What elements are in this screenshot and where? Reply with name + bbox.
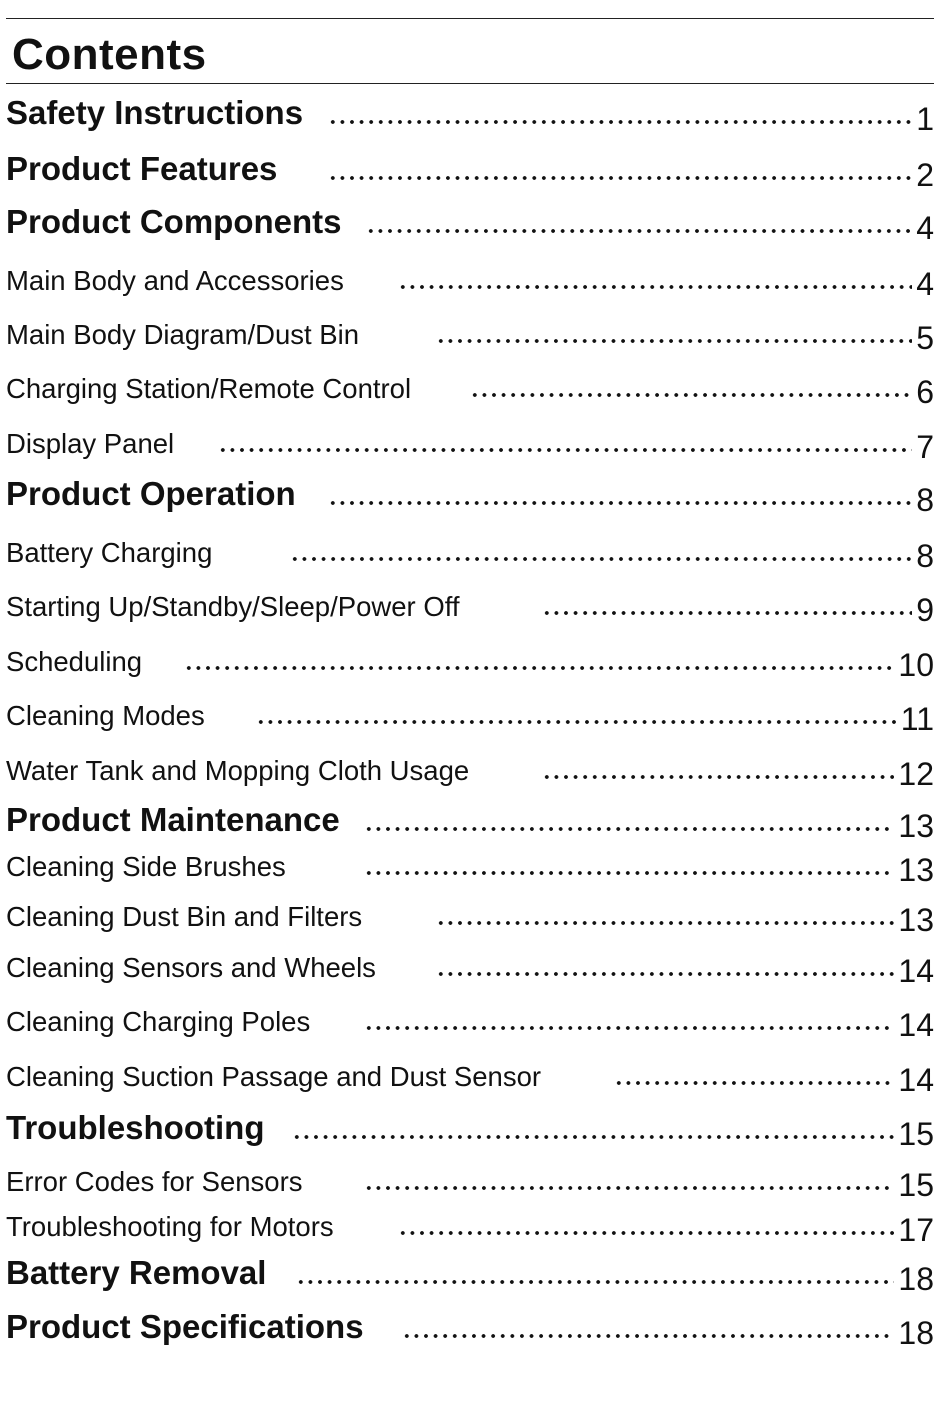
toc-entry-title: Cleaning Side Brushes xyxy=(6,850,286,882)
toc-entry-page: 17 xyxy=(898,1212,934,1248)
toc-entry[interactable] xyxy=(0,200,950,244)
toc-leader-dots xyxy=(296,1279,894,1285)
toc-entry[interactable] xyxy=(0,637,950,681)
toc-entry-page: 1 xyxy=(916,101,934,137)
toc-entry[interactable] xyxy=(0,1251,950,1295)
toc-leader-dots xyxy=(292,1134,894,1140)
toc-entry-page: 14 xyxy=(898,1007,934,1043)
toc-entry-title: Error Codes for Sensors xyxy=(6,1165,303,1197)
toc-entry-page: 15 xyxy=(898,1116,934,1152)
toc-leader-dots xyxy=(364,1185,894,1191)
toc-leader-dots xyxy=(470,392,912,398)
toc-entry-title: Starting Up/Standby/Sleep/Power Off xyxy=(6,590,460,622)
toc-entry-page: 2 xyxy=(916,157,934,193)
toc-leader-dots xyxy=(366,228,912,234)
toc-entry-title: Water Tank and Mopping Cloth Usage xyxy=(6,754,470,786)
toc-entry[interactable] xyxy=(0,582,950,626)
toc-entry[interactable] xyxy=(0,943,950,987)
toc-leader-dots xyxy=(436,920,894,926)
toc-leader-dots xyxy=(436,338,912,344)
toc-entry-page: 15 xyxy=(898,1167,934,1203)
toc-leader-dots xyxy=(542,610,912,616)
toc-entry-title: Troubleshooting for Motors xyxy=(6,1210,334,1242)
toc-entry-title: Troubleshooting xyxy=(6,1109,265,1146)
toc-leader-dots xyxy=(542,774,894,780)
toc-entry-page: 5 xyxy=(916,320,934,356)
toc-leader-dots xyxy=(364,1025,894,1031)
toc-entry-page: 14 xyxy=(898,1062,934,1098)
toc-entry[interactable] xyxy=(0,1052,950,1096)
toc-entry-page: 10 xyxy=(898,647,934,683)
toc-entry[interactable] xyxy=(0,892,950,936)
toc-entry-page: 13 xyxy=(898,852,934,888)
toc-leader-dots xyxy=(614,1080,894,1086)
toc-leader-dots xyxy=(184,665,894,671)
toc-leader-dots xyxy=(290,556,912,562)
toc-entry[interactable] xyxy=(0,310,950,354)
toc-entry[interactable] xyxy=(0,419,950,463)
toc-entry[interactable] xyxy=(0,472,950,516)
toc-entry-title: Cleaning Suction Passage and Dust Sensor xyxy=(6,1060,542,1092)
toc-entry-page: 13 xyxy=(898,902,934,938)
toc-entry[interactable] xyxy=(0,746,950,790)
toc-entry-title: Product Features xyxy=(6,150,278,187)
toc-entry-page: 4 xyxy=(916,266,934,302)
toc-entry-page: 4 xyxy=(916,210,934,246)
toc-leader-dots xyxy=(398,284,912,290)
toc-entry-page: 6 xyxy=(916,374,934,410)
toc-entry-title: Cleaning Charging Poles xyxy=(6,1005,311,1037)
toc-entry[interactable] xyxy=(0,1106,950,1150)
toc-entry-page: 9 xyxy=(916,592,934,628)
page-title: Contents xyxy=(12,30,207,79)
toc-entry-title: Battery Removal xyxy=(6,1254,267,1291)
toc-entry[interactable] xyxy=(0,91,950,135)
toc-entry-page: 11 xyxy=(900,701,934,737)
toc-entry-title: Main Body Diagram/Dust Bin xyxy=(6,318,360,350)
toc-leader-dots xyxy=(328,175,912,181)
toc-entry[interactable] xyxy=(0,528,950,572)
toc-entry[interactable] xyxy=(0,147,950,191)
toc-entry-page: 14 xyxy=(898,953,934,989)
toc-entry[interactable] xyxy=(0,691,950,735)
toc-leader-dots xyxy=(364,870,894,876)
toc-leader-dots xyxy=(398,1230,894,1236)
toc-entry-page: 8 xyxy=(916,538,934,574)
toc-entry[interactable] xyxy=(0,997,950,1041)
toc-entry-title: Product Specifications xyxy=(6,1308,364,1345)
toc-entry-page: 18 xyxy=(898,1261,934,1297)
toc-leader-dots xyxy=(328,119,912,125)
toc-leader-dots xyxy=(256,719,897,725)
toc-leader-dots xyxy=(328,500,912,506)
toc-entry-title: Battery Charging xyxy=(6,536,213,568)
toc-entry[interactable] xyxy=(0,1305,950,1349)
toc-entry-title: Product Maintenance xyxy=(6,801,340,838)
toc-leader-dots xyxy=(364,826,894,832)
toc-entry[interactable] xyxy=(0,364,950,408)
toc-entry-title: Product Components xyxy=(6,203,342,240)
toc-entry[interactable] xyxy=(0,798,950,842)
toc-entry-title: Display Panel xyxy=(6,427,175,459)
toc-entry-title: Cleaning Sensors and Wheels xyxy=(6,951,376,983)
toc-entry-page: 13 xyxy=(898,808,934,844)
toc-entry-page: 12 xyxy=(898,756,934,792)
toc-entry-page: 8 xyxy=(916,482,934,518)
toc-entry[interactable] xyxy=(0,1157,950,1201)
toc-entry-title: Safety Instructions xyxy=(6,94,304,131)
toc-entry-title: Cleaning Dust Bin and Filters xyxy=(6,900,363,932)
toc-entry[interactable] xyxy=(0,256,950,300)
toc-entry-title: Product Operation xyxy=(6,475,296,512)
toc-entry-title: Charging Station/Remote Control xyxy=(6,372,412,404)
toc-leader-dots xyxy=(218,447,912,453)
toc-leader-dots xyxy=(436,971,894,977)
toc-leader-dots xyxy=(402,1333,894,1339)
toc-entry[interactable] xyxy=(0,842,950,886)
toc-entry-title: Scheduling xyxy=(6,645,143,677)
toc-entry-page: 18 xyxy=(898,1315,934,1351)
toc-entry-title: Cleaning Modes xyxy=(6,699,205,731)
toc-entry-page: 7 xyxy=(916,429,934,465)
toc-entry-title: Main Body and Accessories xyxy=(6,264,344,296)
toc-entry[interactable] xyxy=(0,1202,950,1246)
